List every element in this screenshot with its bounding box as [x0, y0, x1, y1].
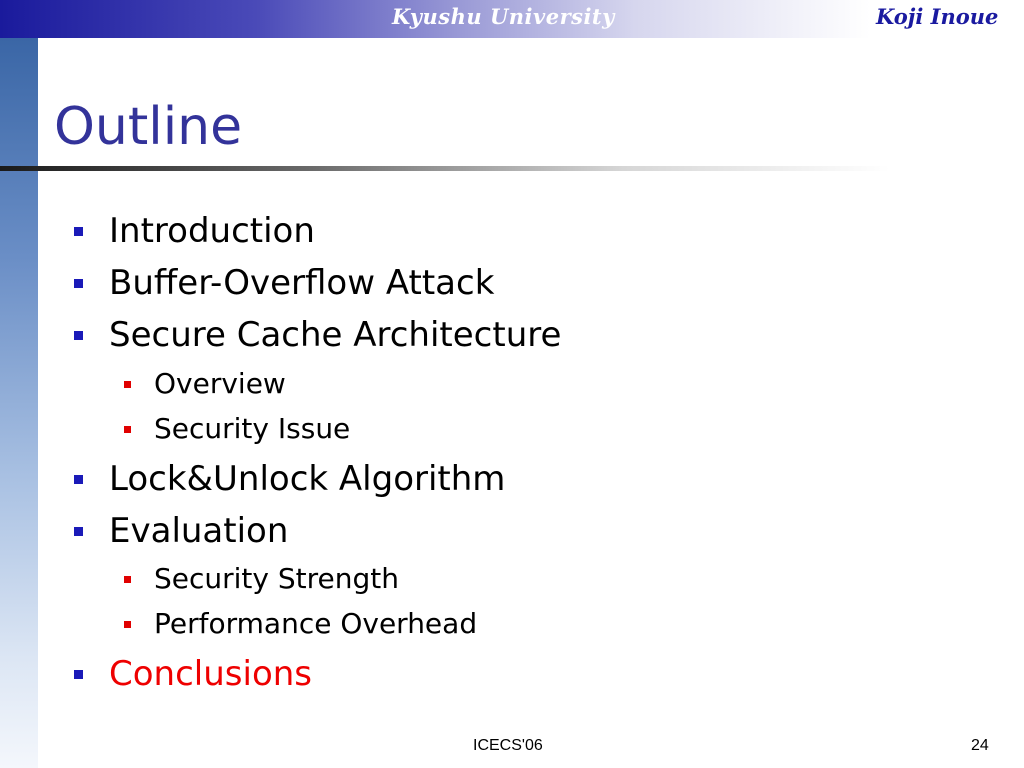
- square-bullet-icon: [124, 426, 131, 433]
- square-bullet-icon: [74, 527, 83, 536]
- slide-title: Outline: [54, 97, 243, 157]
- footer-conference: ICECS'06: [473, 737, 543, 754]
- outline-subitem-label: Security Issue: [154, 412, 351, 445]
- square-bullet-icon: [74, 331, 83, 340]
- header-university: Kyushu University: [392, 4, 615, 29]
- square-bullet-icon: [74, 227, 83, 236]
- header-author: Koji Inoue: [876, 4, 999, 29]
- footer-page-number: 24: [971, 737, 989, 754]
- left-decorative-bar: [0, 38, 38, 768]
- outline-item-label: Evaluation: [109, 511, 289, 551]
- square-bullet-icon: [74, 279, 83, 288]
- outline-subitem-label: Performance Overhead: [154, 607, 478, 640]
- title-divider: [0, 166, 890, 171]
- square-bullet-icon: [124, 381, 131, 388]
- outline-subitem-label: Overview: [154, 367, 286, 400]
- outline-subitem-label: Security Strength: [154, 562, 399, 595]
- outline-item-label: Conclusions: [109, 654, 313, 694]
- header-banner: [0, 0, 1024, 38]
- outline-item-label: Buffer-Overflow Attack: [109, 263, 495, 303]
- square-bullet-icon: [124, 621, 131, 628]
- outline-item-label: Lock&Unlock Algorithm: [109, 459, 506, 499]
- square-bullet-icon: [124, 576, 131, 583]
- square-bullet-icon: [74, 670, 83, 679]
- outline-item-label: Secure Cache Architecture: [109, 315, 562, 355]
- square-bullet-icon: [74, 475, 83, 484]
- outline-item-label: Introduction: [109, 211, 315, 251]
